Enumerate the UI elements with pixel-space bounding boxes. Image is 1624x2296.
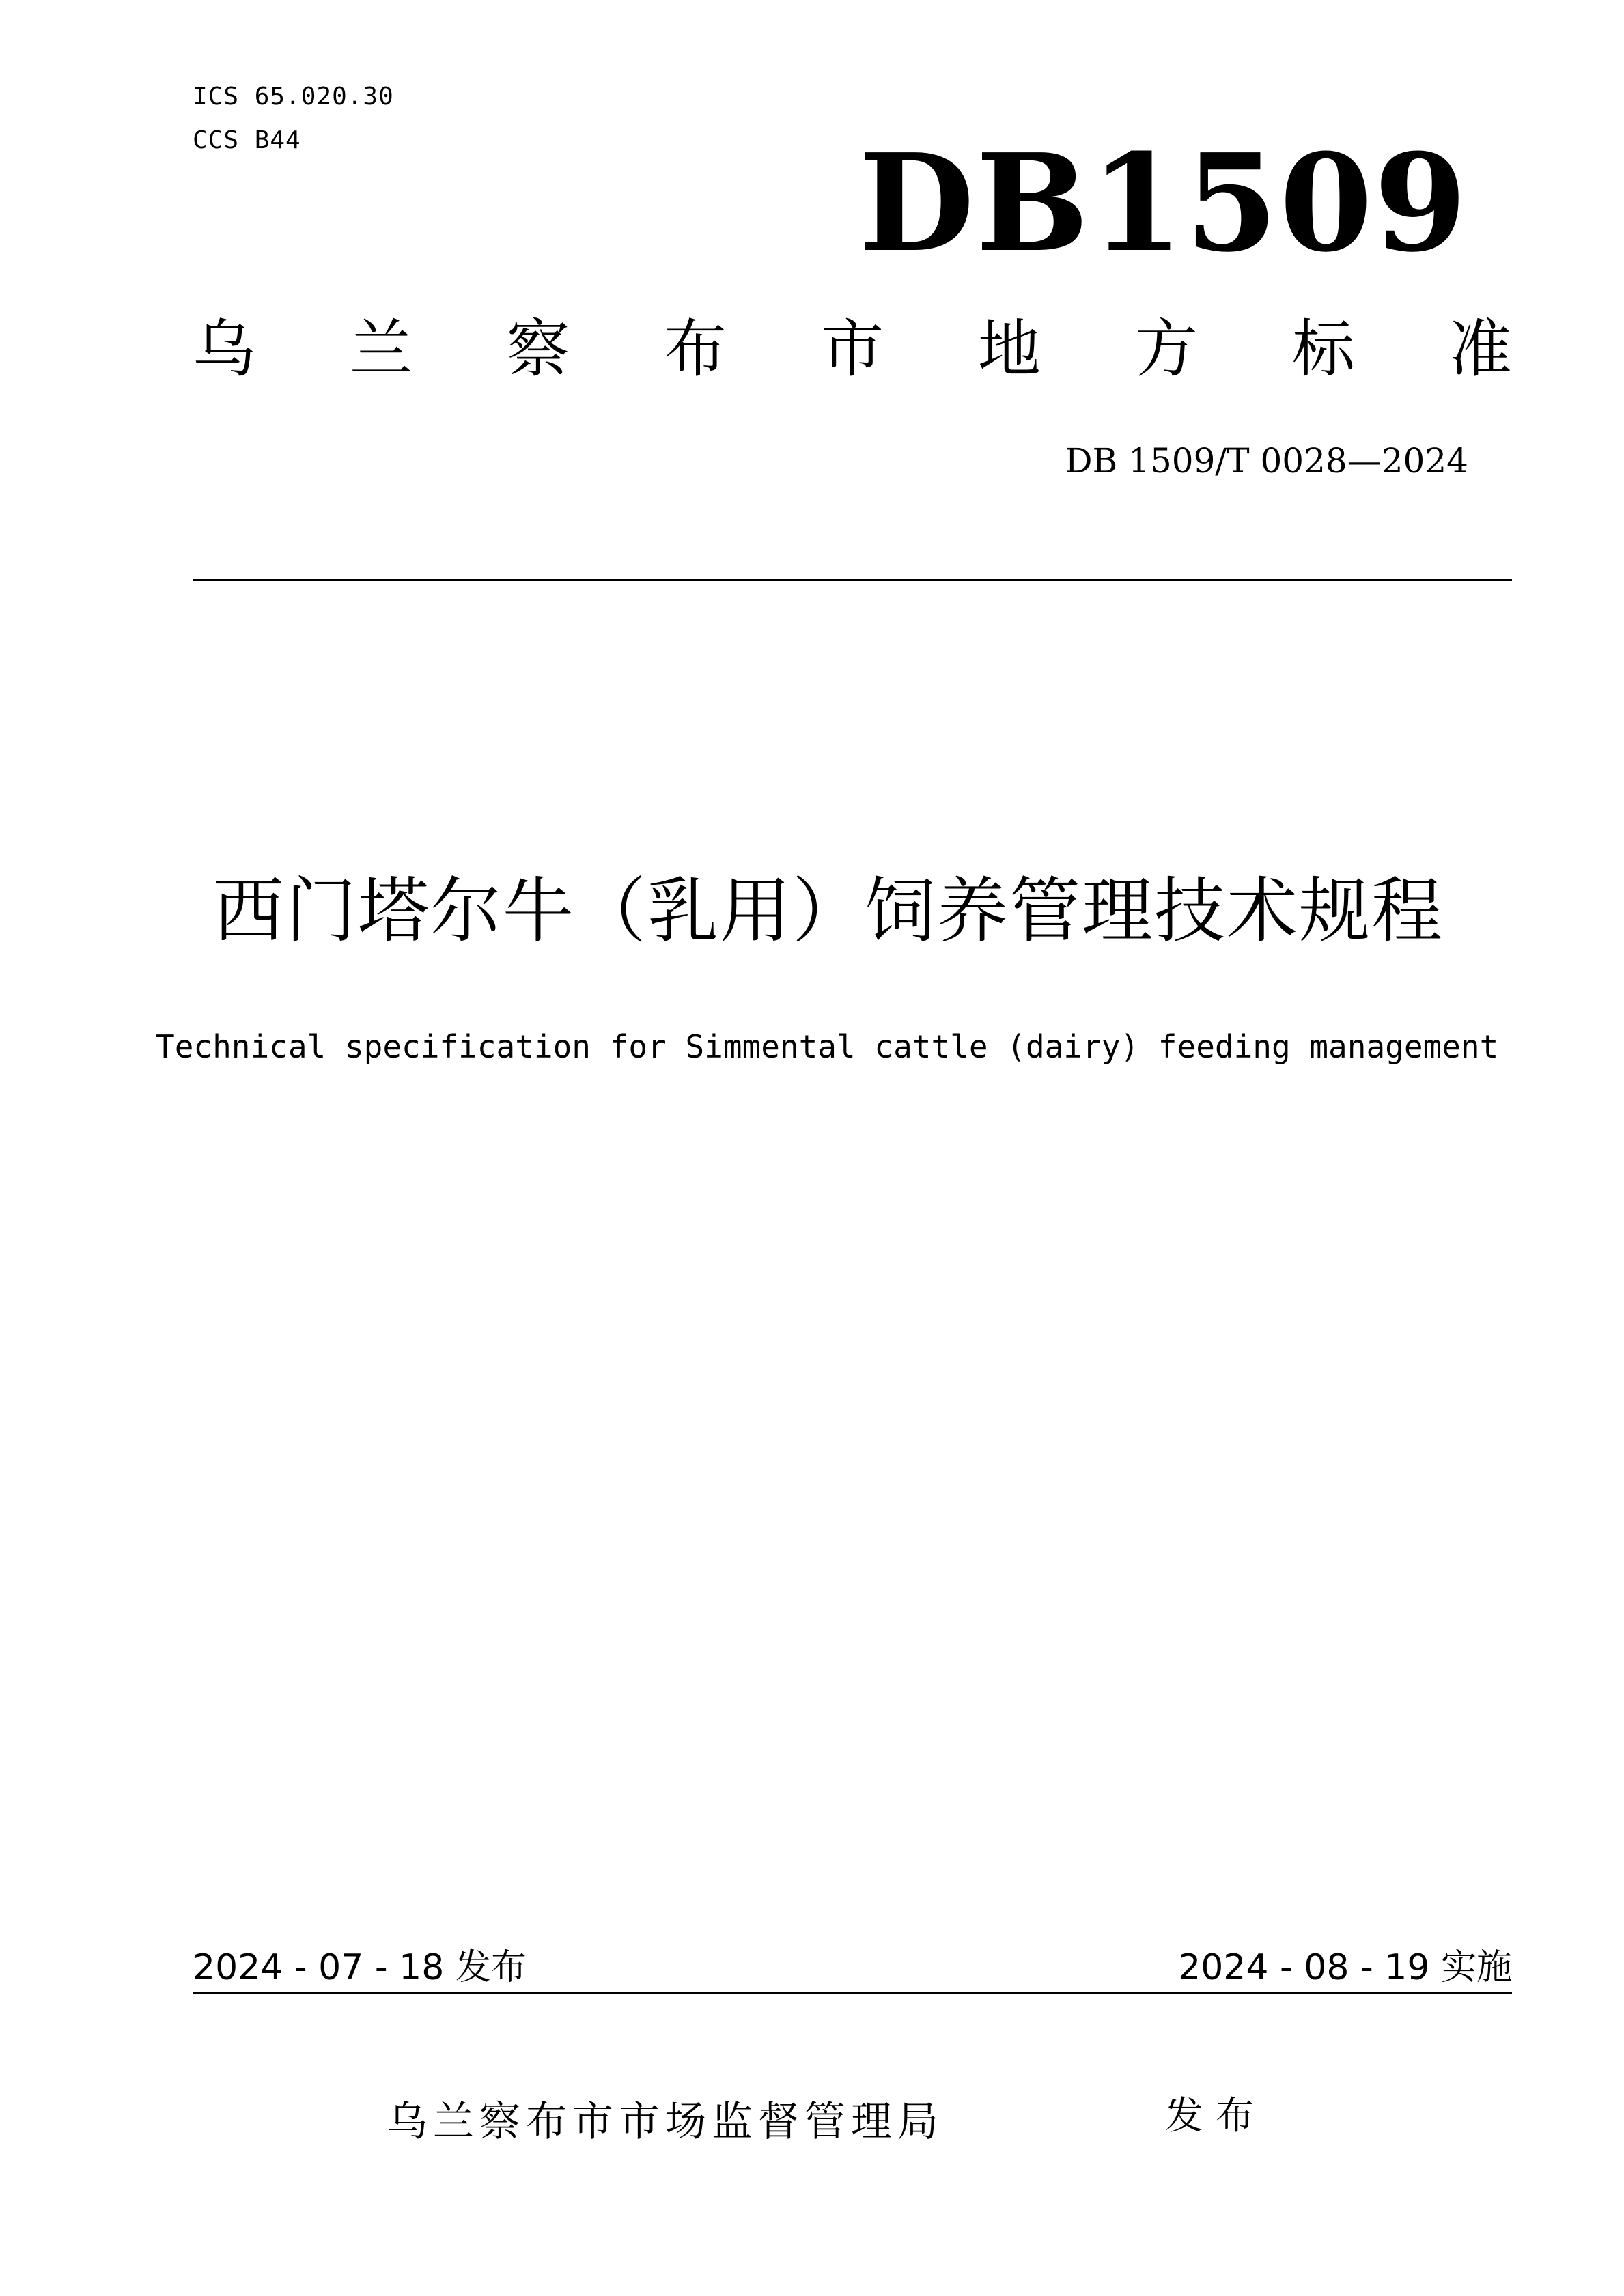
implementation-date: 2024 - 08 - 19 实施 — [1178, 1947, 1512, 1988]
standard-type-char: 布 — [663, 313, 727, 386]
issuing-authority: 乌兰察布市市场监督管理局 — [387, 2098, 944, 2146]
standard-type-char: 标 — [1291, 313, 1355, 386]
standard-number: DB 1509/T 0028—2024 — [1065, 441, 1468, 481]
standard-type-char: 乌 — [193, 313, 256, 386]
standard-type-heading — [193, 313, 1512, 386]
issuer-action: 发布 — [1165, 2094, 1266, 2138]
ics-code: ICS 65.020.30 — [193, 83, 394, 111]
header-divider — [193, 579, 1512, 581]
standard-type-char: 市 — [820, 313, 884, 386]
document-title-chinese: 西门塔尔牛（乳用）饲养管理技术规程 — [213, 869, 1444, 952]
footer-divider — [193, 1992, 1512, 1994]
ccs-code: CCS B44 — [193, 126, 301, 154]
standard-type-char: 地 — [977, 313, 1041, 386]
standard-type-char: 方 — [1134, 313, 1198, 386]
standard-type-char: 准 — [1448, 313, 1512, 386]
document-title-english: Technical specification for Simmental cattle (dairy) feeding management — [156, 1028, 1499, 1065]
standard-type-char: 兰 — [349, 313, 412, 386]
standard-type-char: 察 — [506, 313, 570, 386]
db-code: DB1509 — [858, 125, 1468, 282]
issue-date: 2024 - 07 - 18 发布 — [193, 1947, 527, 1988]
